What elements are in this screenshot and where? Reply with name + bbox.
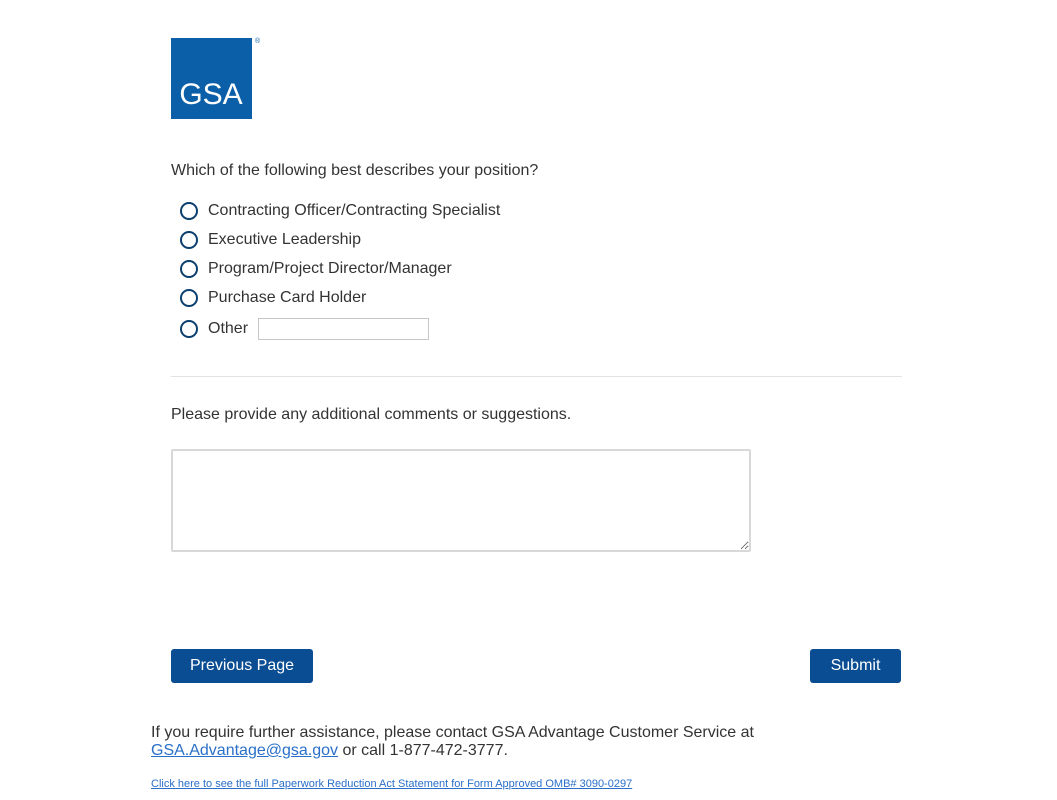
comments-question: Please provide any additional comments or suggestions. bbox=[171, 406, 572, 423]
radio-purchase-card-holder[interactable] bbox=[180, 289, 198, 307]
option-executive-leadership[interactable] bbox=[180, 230, 361, 250]
assistance-text bbox=[151, 724, 851, 760]
radio-program-director[interactable] bbox=[180, 260, 198, 278]
radio-contracting-officer[interactable] bbox=[180, 202, 198, 220]
submit-button[interactable]: Submit bbox=[810, 649, 901, 683]
option-label: Executive Leadership bbox=[208, 231, 361, 248]
radio-executive-leadership[interactable] bbox=[180, 231, 198, 249]
assist-suffix: or call 1-877-472-3777. bbox=[342, 742, 508, 759]
option-label: Other bbox=[208, 320, 249, 337]
option-program-director[interactable] bbox=[180, 259, 452, 279]
position-question: Which of the following best describes your position? bbox=[171, 162, 539, 179]
option-label: Program/Project Director/Manager bbox=[208, 260, 452, 277]
gsa-logo bbox=[171, 38, 263, 119]
option-contracting-officer[interactable] bbox=[180, 201, 500, 221]
registered-mark: ® bbox=[255, 38, 261, 45]
other-text-input[interactable] bbox=[258, 318, 429, 340]
previous-page-button[interactable]: Previous Page bbox=[171, 649, 313, 683]
assist-prefix: If you require further assistance, please contact GSA Advantage Customer Service at bbox=[151, 724, 754, 741]
option-label: Purchase Card Holder bbox=[208, 289, 367, 306]
option-purchase-card-holder[interactable] bbox=[180, 288, 366, 308]
radio-other[interactable] bbox=[180, 320, 198, 338]
logo-text: GSA bbox=[179, 78, 243, 111]
comments-textarea[interactable] bbox=[171, 449, 751, 552]
gsa-logo-icon bbox=[171, 38, 252, 119]
option-other[interactable] bbox=[180, 318, 429, 340]
paperwork-reduction-act-link[interactable]: Click here to see the full Paperwork Reduction Act Statement for Form Approved OMB# 3090-0297 bbox=[151, 778, 633, 790]
section-divider bbox=[171, 376, 902, 377]
option-label: Contracting Officer/Contracting Specialist bbox=[208, 202, 501, 219]
support-email-link[interactable]: GSA.Advantage@gsa.gov bbox=[151, 742, 339, 759]
